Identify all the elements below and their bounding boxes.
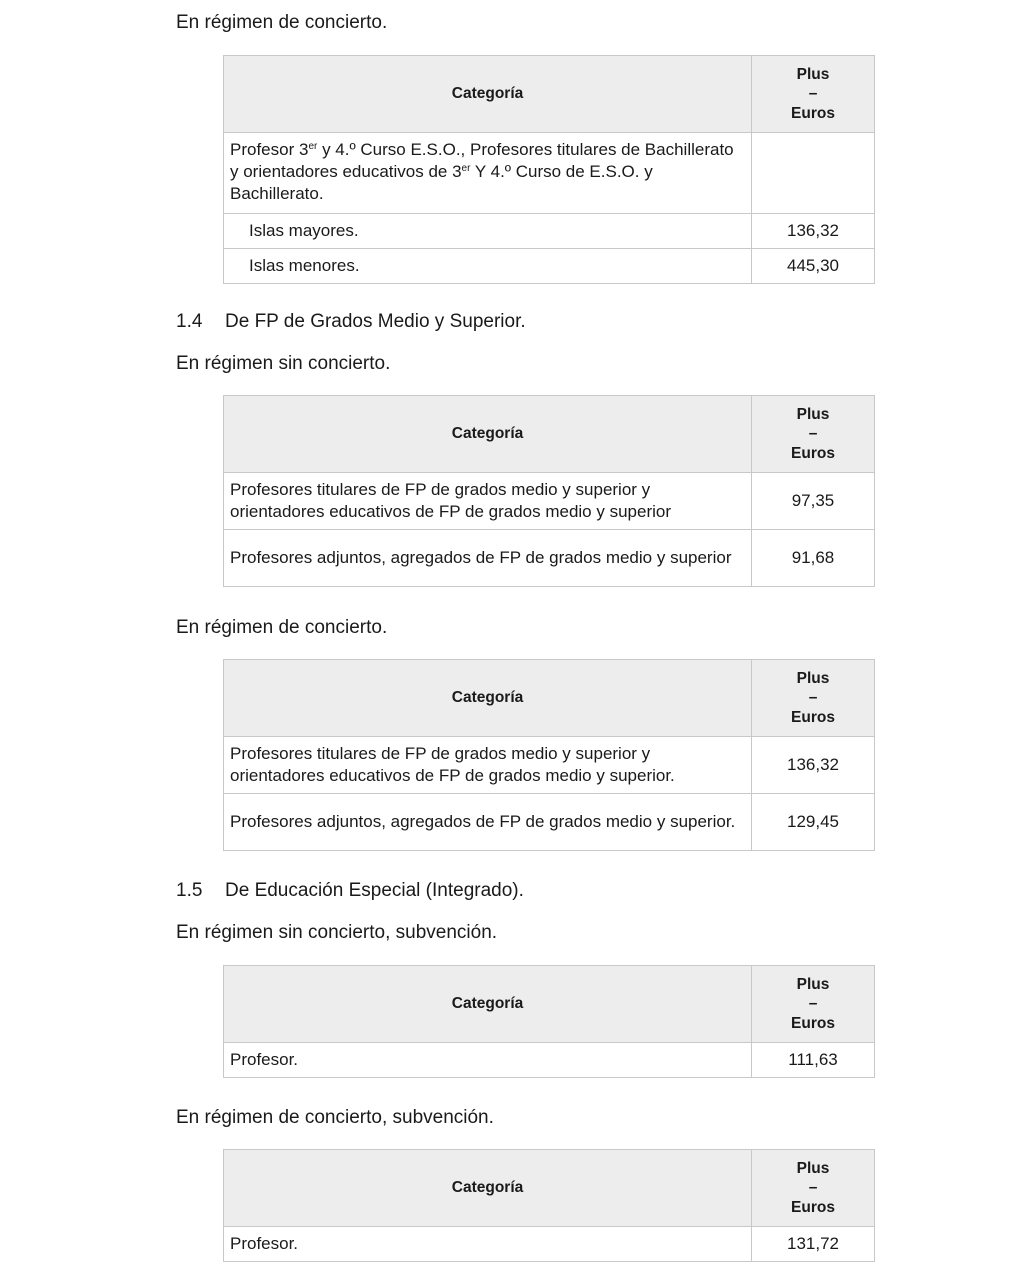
value-cell: 136,32 xyxy=(752,214,875,249)
header-categoria: Categoría xyxy=(224,1150,752,1227)
header-plus: Plus xyxy=(796,669,830,687)
table-concierto-especial xyxy=(223,1149,875,1262)
section-title: De Educación Especial (Integrado). xyxy=(225,880,524,901)
table-row xyxy=(224,473,875,530)
header-euros: Euros xyxy=(791,1014,835,1032)
table-sin-concierto-especial xyxy=(223,965,875,1078)
category-cell: Profesores adjuntos, agregados de FP de grados medio y superior xyxy=(224,530,752,587)
header-plus-euros xyxy=(752,56,875,133)
section-title: De FP de Grados Medio y Superior. xyxy=(225,311,526,332)
category-cell: Islas mayores. xyxy=(224,214,752,249)
value-cell: 97,35 xyxy=(752,473,875,530)
header-dash: – xyxy=(808,425,818,443)
value-cell xyxy=(752,133,875,214)
header-categoria: Categoría xyxy=(224,56,752,133)
header-dash: – xyxy=(808,85,818,103)
category-cell: Islas menores. xyxy=(224,249,752,284)
value-cell: 111,63 xyxy=(752,1043,875,1078)
header-dash: – xyxy=(808,1179,818,1197)
heading-regimen-concierto: En régimen de concierto. xyxy=(176,12,388,33)
value-cell: 136,32 xyxy=(752,737,875,794)
category-cell xyxy=(224,133,752,214)
category-text: y 4.º Curso E.S.O., Profesores titulares de Bachillerato y orientadores educativos de 3 xyxy=(230,140,734,181)
value-cell: 445,30 xyxy=(752,249,875,284)
value-cell: 91,68 xyxy=(752,530,875,587)
section-heading-1-5 xyxy=(176,880,524,902)
category-cell: Profesores titulares de FP de grados medio y superior y orientadores educativos de FP de grados medio y superior xyxy=(224,473,752,530)
category-cell: Profesores titulares de FP de grados medio y superior y orientadores educativos de FP de grados medio y superior. xyxy=(224,737,752,794)
table-row xyxy=(224,530,875,587)
section-heading-1-4 xyxy=(176,311,526,333)
table-row xyxy=(224,249,875,284)
heading-regimen-sin-concierto: En régimen sin concierto. xyxy=(176,353,391,374)
table-row xyxy=(224,1227,875,1262)
header-euros: Euros xyxy=(791,444,835,462)
section-number: 1.5 xyxy=(176,880,203,901)
header-dash: – xyxy=(808,995,818,1013)
category-cell: Profesores adjuntos, agregados de FP de grados medio y superior. xyxy=(224,794,752,851)
superscript: er xyxy=(461,163,471,174)
header-dash: – xyxy=(808,689,818,707)
table-concierto-fp xyxy=(223,659,875,851)
section-number: 1.4 xyxy=(176,311,203,332)
heading-regimen-concierto: En régimen de concierto. xyxy=(176,617,388,638)
category-text: Profesor 3 xyxy=(230,140,309,159)
table-header-row xyxy=(224,966,875,1043)
header-plus-euros xyxy=(752,966,875,1043)
value-cell: 131,72 xyxy=(752,1227,875,1262)
header-plus-euros xyxy=(752,660,875,737)
header-plus: Plus xyxy=(796,1159,830,1177)
header-euros: Euros xyxy=(791,708,835,726)
table-sin-concierto-fp xyxy=(223,395,875,587)
header-plus: Plus xyxy=(796,975,830,993)
table-header-row xyxy=(224,660,875,737)
category-text: Y 4.º Curso de E.S.O. y Bachillerato. xyxy=(230,162,653,203)
heading-regimen-sin-concierto-subvencion: En régimen sin concierto, subvención. xyxy=(176,922,498,943)
value-cell: 129,45 xyxy=(752,794,875,851)
header-plus: Plus xyxy=(796,405,830,423)
table-row xyxy=(224,1043,875,1078)
table-header-row xyxy=(224,1150,875,1227)
header-plus: Plus xyxy=(796,65,830,83)
header-plus-euros xyxy=(752,396,875,473)
category-cell: Profesor. xyxy=(224,1227,752,1262)
category-cell: Profesor. xyxy=(224,1043,752,1078)
table-header-row xyxy=(224,56,875,133)
header-plus-euros xyxy=(752,1150,875,1227)
table-row xyxy=(224,133,875,214)
header-euros: Euros xyxy=(791,104,835,122)
header-euros: Euros xyxy=(791,1198,835,1216)
table-row xyxy=(224,794,875,851)
table-header-row xyxy=(224,396,875,473)
table-concierto-eso xyxy=(223,55,875,284)
header-categoria: Categoría xyxy=(224,396,752,473)
header-categoria: Categoría xyxy=(224,966,752,1043)
header-categoria: Categoría xyxy=(224,660,752,737)
superscript: er xyxy=(308,141,318,152)
table-row xyxy=(224,737,875,794)
table-row xyxy=(224,214,875,249)
heading-regimen-concierto-subvencion: En régimen de concierto, subvención. xyxy=(176,1107,494,1128)
